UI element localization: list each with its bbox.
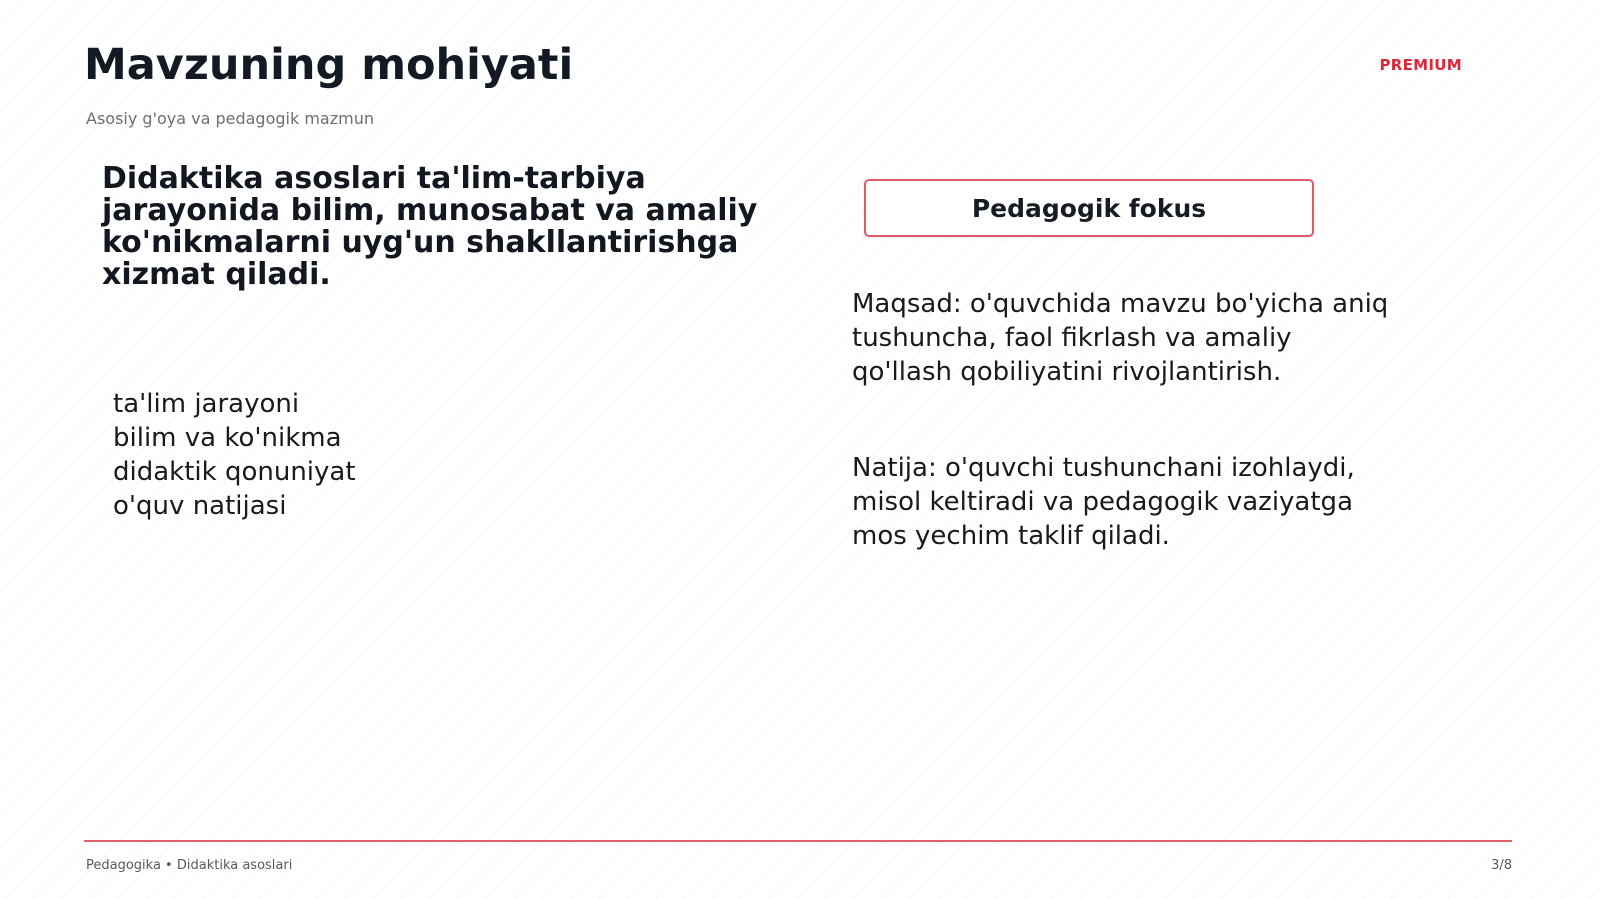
page-title: Mavzuning mohiyati bbox=[84, 40, 574, 90]
result-paragraph: Natija: o'quvchi tushunchani izohlaydi, misol keltiradi va pedagogik vaziyatga mos yechim taklif qiladi. bbox=[852, 453, 1355, 551]
lead-statement: Didaktika asoslari ta'lim-tarbiya jarayonida bilim, munosabat va amaliy ko'nikmalarni uyg'un shakllantirishga xizmat qiladi. bbox=[102, 161, 758, 292]
premium-badge: PREMIUM bbox=[1379, 56, 1462, 74]
footer-breadcrumb: Pedagogika • Didaktika asoslari bbox=[86, 858, 293, 873]
page-subtitle: Asosiy g'oya va pedagogik mazmun bbox=[86, 109, 374, 128]
goal-paragraph: Maqsad: o'quvchida mavzu bo'yicha aniq tushuncha, faol fikrlash va amaliy qo'llash qobiliyatini rivojlantirish. bbox=[852, 289, 1389, 387]
pedagogic-focus-box bbox=[864, 179, 1314, 237]
page-number: 3/8 bbox=[1491, 858, 1512, 873]
keyword-item: bilim va ko'nikma bbox=[113, 423, 342, 453]
keyword-list bbox=[113, 387, 356, 523]
keyword-item: didaktik qonuniyat bbox=[113, 457, 356, 487]
keyword-item: o'quv natijasi bbox=[113, 491, 287, 521]
pedagogic-focus-label: Pedagogik fokus bbox=[971, 193, 1207, 223]
keyword-item: ta'lim jarayoni bbox=[113, 389, 300, 419]
footer-divider bbox=[84, 840, 1512, 842]
